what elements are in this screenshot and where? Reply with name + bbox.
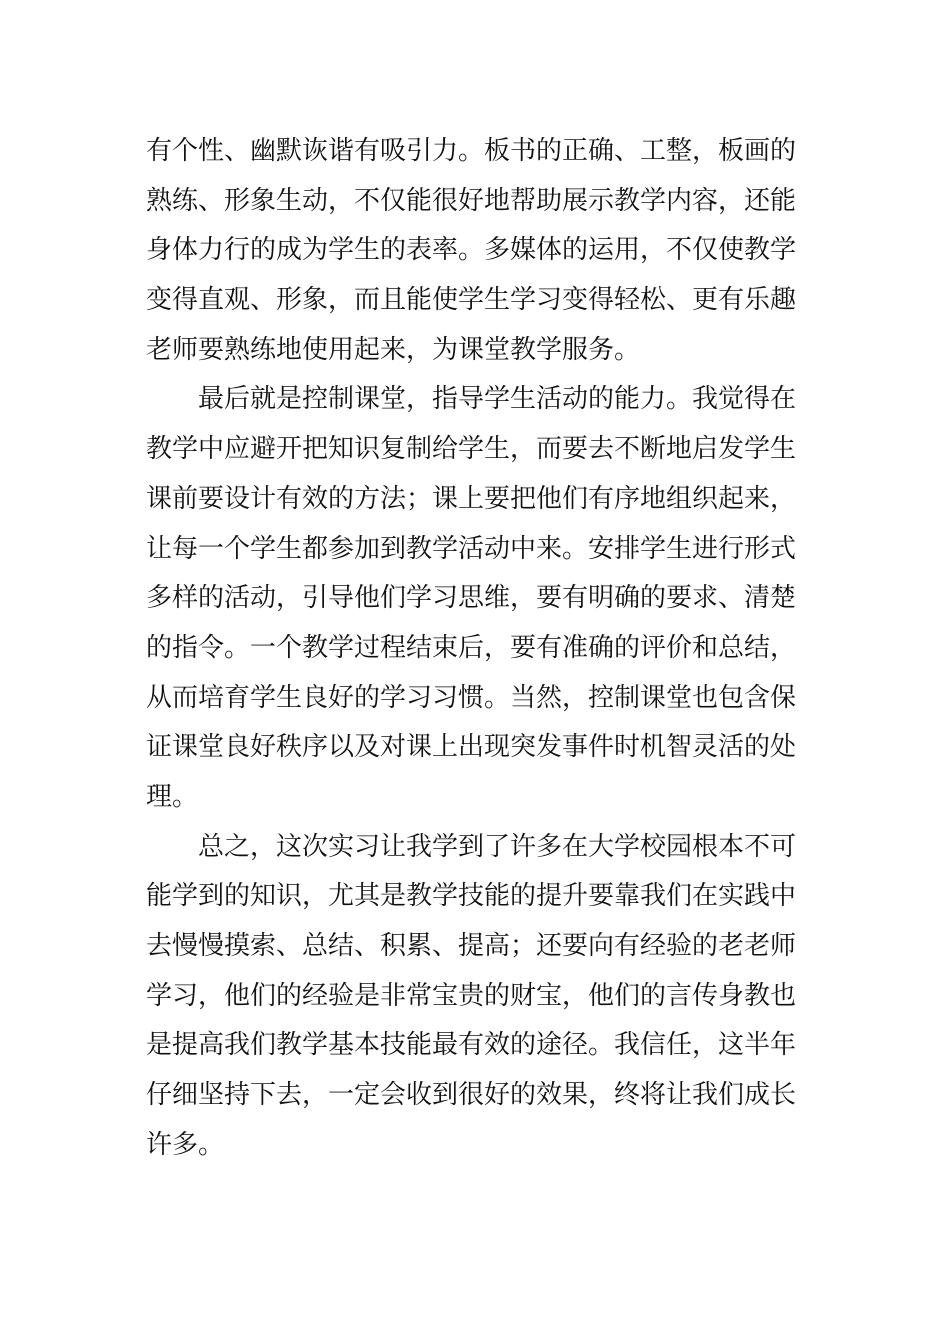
text-line: 教学中应避开把知识复制给学生，而要去不断地启发学生 — [146, 434, 797, 465]
text-line: 理。 — [146, 781, 199, 812]
text-line: 身体力行的成为学生的表率。多媒体的运用，不仅使教学 — [146, 235, 797, 266]
text-line: 变得直观、形象，而且能使学生学习变得轻松、更有乐趣 — [146, 285, 797, 316]
text-line: 有个性、幽默诙谐有吸引力。板书的正确、工整，板画的 — [146, 136, 797, 166]
text-line: 能学到的知识，尤其是教学技能的提升要靠我们在实践中 — [146, 881, 797, 912]
paragraph-start-line: 总之，这次实习让我学到了许多在大学校园根本不可 — [198, 831, 797, 862]
text-line: 从而培育学生良好的学习习惯。当然，控制课堂也包含保 — [146, 682, 797, 713]
text-line: 的指令。一个教学过程结束后，要有准确的评价和总结， — [146, 632, 797, 663]
text-line: 是提高我们教学基本技能最有效的途径。我信任，这半年 — [146, 1030, 797, 1061]
body-text — [146, 127, 806, 1170]
text-line: 去慢慢摸索、总结、积累、提高；还要向有经验的老老师 — [146, 931, 797, 961]
text-line: 许多。 — [146, 1129, 225, 1160]
text-line: 老师要熟练地使用起来，为课堂教学服务。 — [146, 334, 641, 365]
paragraph-start-line: 最后就是控制课堂，指导学生活动的能力。我觉得在 — [198, 384, 797, 415]
text-line: 仔细坚持下去，一定会收到很好的效果，终将让我们成长 — [146, 1080, 797, 1111]
text-line: 证课堂良好秩序以及对课上出现突发事件时机智灵活的处 — [146, 732, 797, 763]
text-line: 课前要设计有效的方法；课上要把他们有序地组织起来， — [146, 483, 797, 514]
text-line: 多样的活动，引导他们学习思维，要有明确的要求、清楚 — [146, 583, 797, 614]
text-line: 熟练、形象生动，不仅能很好地帮助展示教学内容，还能 — [146, 185, 797, 216]
text-line: 让每一个学生都参加到教学活动中来。安排学生进行形式 — [146, 533, 797, 564]
text-line: 学习，他们的经验是非常宝贵的财宝，他们的言传身教也 — [146, 980, 797, 1011]
